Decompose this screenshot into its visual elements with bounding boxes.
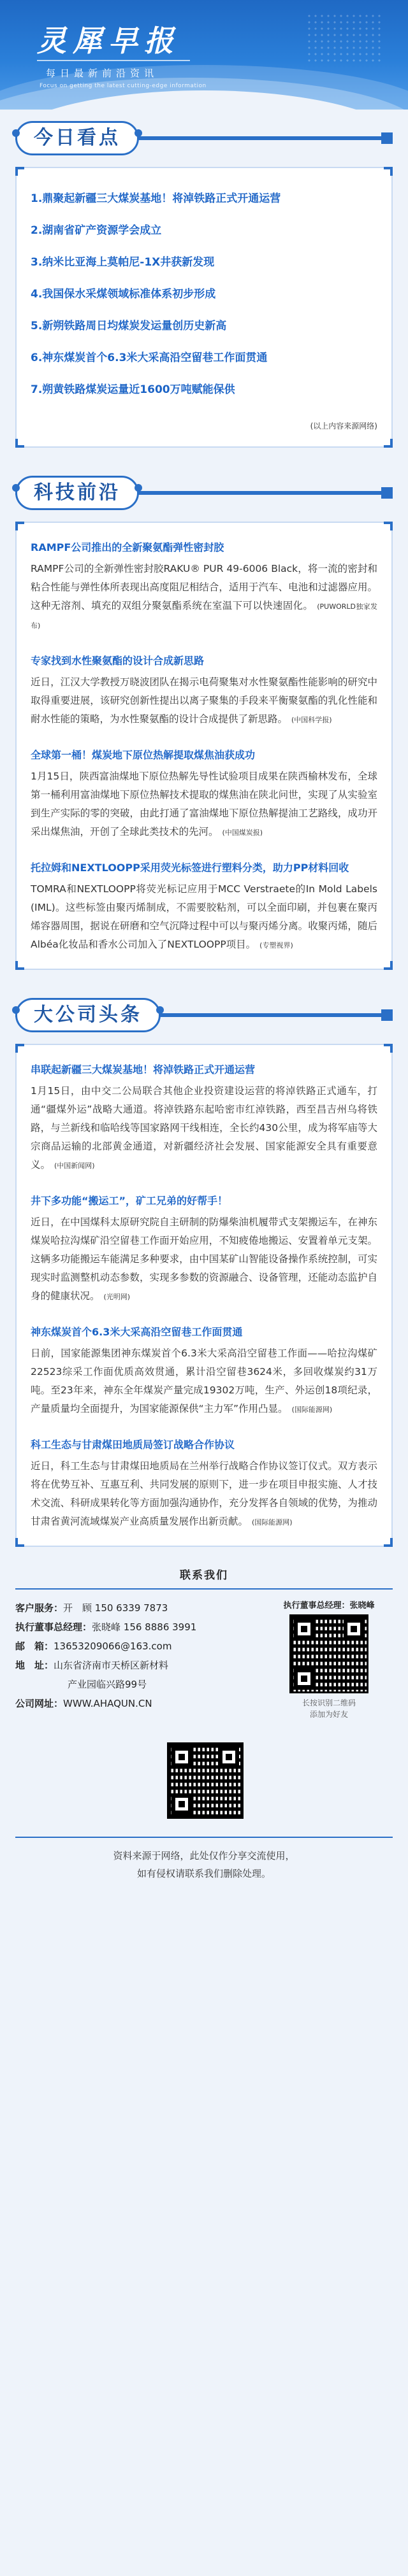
article-source: (中国科学报) xyxy=(291,716,332,724)
highlight-link[interactable]: 4.我国保水采煤领域标准体系初步形成 xyxy=(31,288,216,301)
article-body: 1月15日，陕西富油煤地下原位热解先导性试验项目成果在陕西榆林发布，全球第一桶利用富油煤地下原位热解技术提取的煤焦油在陕北问世，实现了从实验室到生产实际的零的突破，由此打通了富油煤地下原位热解提油工艺路线，成功开采出煤焦油，开创了全球此类技术的先河。 xyxy=(31,771,377,837)
section-title: 今日看点 xyxy=(15,121,139,155)
page-title: 灵犀早报 xyxy=(37,24,180,58)
section-heading-corp xyxy=(15,995,393,1037)
qr-code-icon[interactable] xyxy=(167,1742,244,1819)
footer-text: 如有侵权请联系我们删除处理。 xyxy=(136,1868,271,1879)
article-source: (PUWORLD独家发布) xyxy=(31,602,377,630)
highlight-link[interactable]: 7.朔黄铁路煤炭运量近1600万吨赋能保供 xyxy=(31,383,235,396)
article-title[interactable]: 托拉姆和NEXTLOOPP采用荧光标签进行塑料分类，助力PP材料回收 xyxy=(31,862,349,874)
section-title: 科技前沿 xyxy=(15,476,139,510)
contact-row: 产业园临兴路99号 xyxy=(68,1679,147,1690)
article-body: 日前，国家能源集团神东煤炭首个6.3米大采高沿空留巷工作面——哈拉沟煤矿22523综采工作面优质高效贯通，累计沿空留巷3624米，多回收煤炭约31万吨。至23年来，神东全年煤炭产量完成19302万吨，生产、外运创18项纪录，产量质量均全面提升，为国家能源保供“主力军”作用凸显。 xyxy=(31,1348,377,1414)
contact-row: 地 址：山东省济南市天桥区新材料 xyxy=(15,1660,169,1671)
highlight-link[interactable]: 6.神东煤炭首个6.3米大采高沿空留巷工作面贯通 xyxy=(31,352,268,364)
page-subtitle-en: Focus on getting the latest cutting-edge information xyxy=(40,83,207,89)
article-title[interactable]: 科工生态与甘肃煤田地质局签订战略合作协议 xyxy=(31,1439,235,1451)
footer xyxy=(0,1837,408,1905)
article-source: (中国煤炭报) xyxy=(222,829,263,837)
article-title[interactable]: RAMPF公司推出的全新聚氨酯弹性密封胶 xyxy=(31,541,224,553)
article-source: (中国新闻网) xyxy=(54,1162,95,1170)
divider xyxy=(15,1837,393,1838)
article-title[interactable]: 串联起新疆三大煤炭基地！将淖铁路正式开通运营 xyxy=(31,1064,256,1076)
email-link[interactable]: 13653209066@163.com xyxy=(54,1640,172,1652)
divider xyxy=(37,60,190,61)
dots-decoration xyxy=(306,13,382,64)
article-source: (国际能源网) xyxy=(291,1405,333,1414)
article-body: 1月15日，由中交二公局联合其他企业投资建设运营的将淖铁路正式通车，打通“疆煤外运”战略大通道。将淖铁路东起哈密市红淖铁路，西至昌吉州乌将铁路，与兰新线和临哈线等国家路网干线相连，全长约430公里，成为将军庙等大宗商品运输的北部黄金通道，对新疆经济社会发展、国家能源安全具有重要意义。 xyxy=(31,1085,377,1171)
source-note: (以上内容来源网络) xyxy=(310,422,377,431)
article-body: 近日，科工生态与甘肃煤田地质局在兰州举行战略合作协议签订仪式。双方表示将在优势互补、互惠互利、共同发展的原则下，进一步在项目申报实施、人才技术交流、科研成果转化等方面加强沟通协作，充分发挥各自领域的优势，为推动甘肃省黄河流域煤炭产业高质量发展作出新贡献。 xyxy=(31,1460,377,1527)
article xyxy=(31,1193,377,1306)
article xyxy=(31,653,377,729)
article xyxy=(31,1062,377,1175)
section-heading-highlights xyxy=(15,118,393,160)
article-title[interactable]: 专家找到水性聚氨酯的设计合成新思路 xyxy=(31,655,205,667)
footer-text: 资料来源于网络，此处仅作分享交流使用， xyxy=(113,1850,295,1861)
section-heading-tech xyxy=(15,473,393,515)
article-source: (专塑视界) xyxy=(259,941,293,950)
contact-row: 公司网址：WWW.AHAQUN.CN xyxy=(15,1698,152,1709)
article xyxy=(31,1324,377,1419)
contact-row: 执行董事总经理：张晓峰 156 8886 3991 xyxy=(15,1621,197,1633)
highlight-link[interactable]: 1.鼎聚起新疆三大煤炭基地！将淖铁路正式开通运营 xyxy=(31,192,281,205)
highlight-link[interactable]: 3.纳米比亚海上莫帕尼-1X井获新发现 xyxy=(31,256,215,269)
divider xyxy=(15,1588,393,1590)
article xyxy=(31,747,377,842)
tech-card xyxy=(15,522,393,970)
header-banner xyxy=(0,0,408,110)
page-subtitle: 每日最新前沿资讯 xyxy=(46,68,159,79)
article-body: RAMPF公司的全新弹性密封胶RAKU® PUR 49-6006 Black，将一流的密封和粘合性能与弹性体所表现出高度阻尼相结合，适用于汽车、电池和过滤器应用。这种无溶剂、填充的双组分聚氨酯系统在室温下可以快速固化。 xyxy=(31,563,377,611)
article xyxy=(31,860,377,955)
qr-code-icon[interactable] xyxy=(289,1614,368,1693)
section-title: 大公司头条 xyxy=(15,998,161,1032)
article xyxy=(31,539,377,635)
qr-block xyxy=(265,1598,393,1720)
article-body: 近日，在中国煤科太原研究院自主研制的防爆柴油机履带式支架搬运车，在神东煤炭哈拉沟煤矿沿空留巷工作面开始应用，不知疲倦地搬运、安置着单元支架。这辆多功能搬运车能满足多种要求，由中国某矿山智能设备操作系统控制，可实现实时监测整机动态参数，实现多参数的资源融合、设备管理，还能动态监护自身的健康状况。 xyxy=(31,1216,377,1302)
highlight-link[interactable]: 2.湖南省矿产资源学会成立 xyxy=(31,224,162,237)
article xyxy=(31,1437,377,1532)
qr-label: 执行董事总经理：张晓峰 xyxy=(283,1601,375,1611)
article-title[interactable]: 全球第一桶！煤炭地下原位热解提取煤焦油获成功 xyxy=(31,749,256,761)
highlights-card xyxy=(15,167,393,448)
article-body: 近日，江汉大学教授万晓波团队在揭示电荷聚集对水性聚氨酯性能影响的研究中取得重要进展，该研究创新性提出以离子聚集的手段来平衡聚氨酯的乳化性能和耐水性能的策略，为水性聚氨酯的设计合成提供了新思路。 xyxy=(31,676,377,725)
contact-info xyxy=(15,1598,251,1713)
article-body: TOMRA和NEXTLOOPP将荧光标记应用于MCC Verstraete的In Mold Labels (IML)。这些标签由聚丙烯制成，不需要胶粘剂，可以全面印刷，并包裹在聚丙烯容器周围，据说在研磨和空气沉降过程中可以与聚丙烯分离。收聚丙烯，随后Albéa化妆品和香水公司加入了NEXTLOOPP项目。 xyxy=(31,883,377,950)
contact-row: 邮 箱：13653209066@163.com xyxy=(15,1640,172,1652)
contact-title: 联系我们 xyxy=(180,1569,228,1582)
highlight-link[interactable]: 5.新朔铁路周日均煤炭发运量创历史新高 xyxy=(31,320,227,332)
article-source: (光明网) xyxy=(103,1293,131,1301)
article-source: (国际能源网) xyxy=(252,1518,293,1526)
corp-card xyxy=(15,1044,393,1547)
contact-block xyxy=(15,1598,393,1809)
qr-caption: 长按识别二维码 添加为好友 xyxy=(302,1698,356,1719)
website-link[interactable]: WWW.AHAQUN.CN xyxy=(63,1698,152,1709)
article-title[interactable]: 井下多功能“搬运工”，矿工兄弟的好帮手！ xyxy=(31,1195,228,1207)
article-title[interactable]: 神东煤炭首个6.3米大采高沿空留巷工作面贯通 xyxy=(31,1326,243,1338)
contact-row: 客户服务：开 顾 150 6339 7873 xyxy=(15,1602,168,1614)
